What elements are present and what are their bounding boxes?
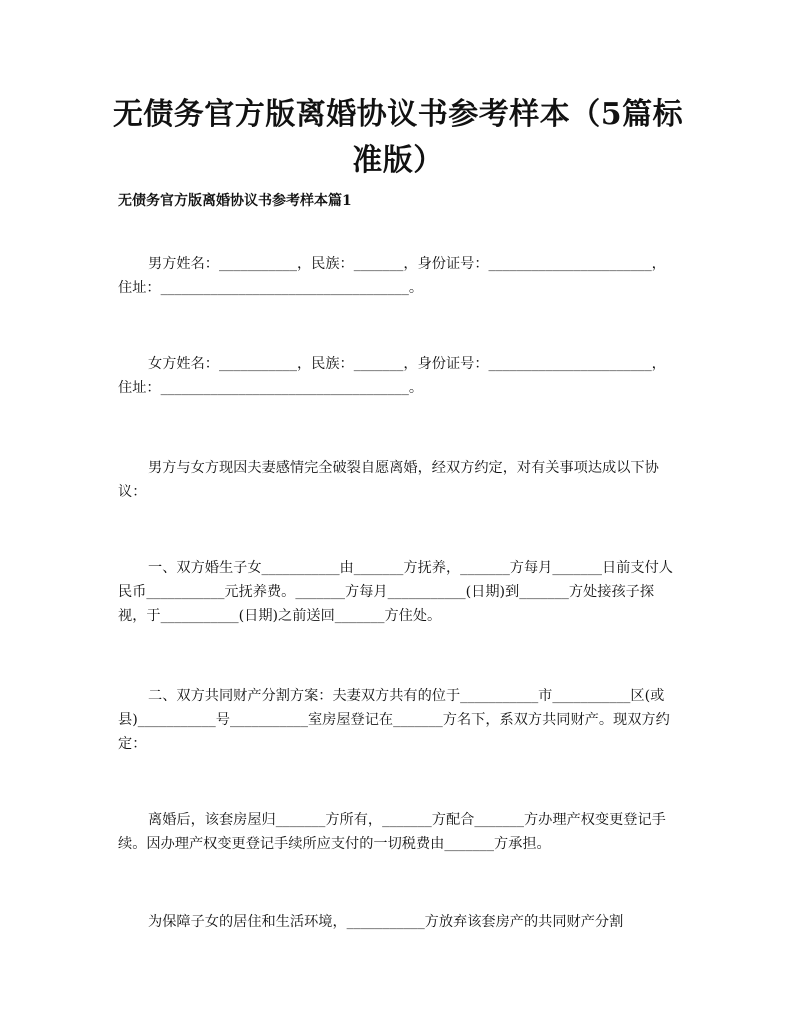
property-division-paragraph: 二、双方共同财产分割方案：夫妻双方共有的位于___________市___________区(或县)___________号___________室房屋登记在_______方名下，系双方共同财产。现双方约定： [118,688,670,752]
female-party-info-paragraph: 女方姓名：___________，民族：_______，身份证号：_______________________，住址：___________________________________。 [118,356,666,396]
child-residence-paragraph: 为保障子女的居住和生活环境，___________方放弃该套房产的共同财产分割 [148,914,624,930]
child-custody-paragraph: 一、双方婚生子女___________由_______方抚养，_______方每月_______日前支付人民币___________元抚养费。_______方每月___________(日期)到_______方处接孩子探视，于___________(日期)之前送回_______方住处。 [118,560,673,624]
agreement-intro-paragraph: 男方与女方现因夫妻感情完全破裂自愿离婚，经双方约定，对有关事项达成以下协议： [118,460,659,500]
section-heading: 无债务官方版离婚协议书参考样本篇1 [118,193,352,209]
document-title: 无债务官方版离婚协议书参考样本（5篇标准版） [112,97,684,178]
house-ownership-paragraph: 离婚后，该套房屋归_______方所有，_______方配合_______方办理产权变更登记手续。因办理产权变更登记手续所应支付的一切税费由_______方承担。 [118,812,666,852]
male-party-info-paragraph: 男方姓名：___________，民族：_______，身份证号：_______________________，住址：___________________________________。 [118,256,666,296]
